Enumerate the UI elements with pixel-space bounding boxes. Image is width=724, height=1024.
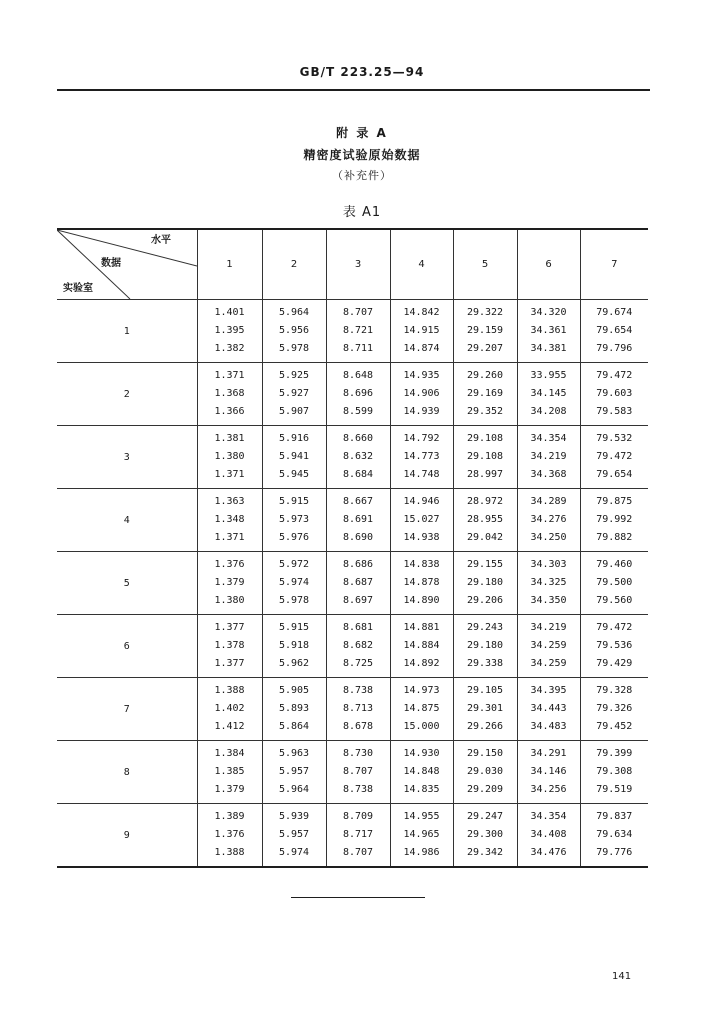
measurement-value: 5.976 (278, 532, 310, 543)
measurement-value: 8.660 (342, 433, 374, 444)
measurement-value: 29.243 (466, 622, 504, 633)
measurement-value: 1.379 (214, 784, 245, 795)
measurement-value: 79.460 (596, 559, 633, 570)
measurement-value: 5.918 (278, 640, 310, 651)
measurement-value: 15.000 (403, 721, 440, 732)
level-cell (262, 552, 326, 615)
measurement-value: 34.208 (530, 406, 567, 417)
measurement-value: 5.907 (278, 406, 310, 417)
measurement-value: 14.906 (403, 388, 440, 399)
level-cell (326, 363, 390, 426)
level-cell (262, 489, 326, 552)
measurement-value: 8.684 (342, 469, 374, 480)
measurement-value: 79.583 (596, 406, 633, 417)
measurement-value: 8.730 (342, 748, 374, 759)
measurement-value: 1.380 (214, 595, 245, 606)
measurement-value: 1.384 (214, 748, 245, 759)
measurement-value: 79.308 (596, 766, 633, 777)
column-header-level: 5 (453, 229, 517, 300)
appendix-note: （补充件） (332, 169, 392, 182)
end-of-appendix-rule (291, 897, 425, 898)
measurement-value: 1.377 (214, 658, 245, 669)
measurement-value: 8.686 (342, 559, 374, 570)
measurement-value: 79.837 (596, 811, 633, 822)
measurement-value: 8.738 (342, 685, 374, 696)
level-cell (517, 300, 580, 363)
level-cell (517, 615, 580, 678)
measurement-value: 34.146 (530, 766, 567, 777)
measurement-value: 1.371 (214, 469, 245, 480)
column-header-level: 6 (517, 229, 580, 300)
measurement-value: 14.938 (403, 532, 440, 543)
level-cell (262, 741, 326, 804)
measurement-value: 5.978 (278, 343, 310, 354)
measurement-value: 5.905 (278, 685, 310, 696)
measurement-value: 1.348 (214, 514, 245, 525)
column-header-level: 4 (390, 229, 453, 300)
measurement-value: 14.939 (403, 406, 440, 417)
lab-group-row (57, 678, 648, 741)
corner-data-label: 数据 (101, 258, 121, 269)
column-header-level: 1 (197, 229, 262, 300)
measurement-value: 14.875 (403, 703, 440, 714)
measurement-value: 34.483 (530, 721, 567, 732)
level-cell (197, 741, 262, 804)
level-cell (197, 426, 262, 489)
measurement-value: 1.376 (214, 829, 245, 840)
measurement-value: 5.974 (278, 577, 310, 588)
measurement-value: 79.603 (596, 388, 633, 399)
measurement-value: 79.472 (596, 370, 633, 381)
measurement-value: 79.674 (596, 307, 633, 318)
measurement-value: 34.476 (530, 847, 567, 858)
measurement-value: 8.707 (342, 847, 374, 858)
measurement-value: 79.326 (596, 703, 633, 714)
lab-number: 7 (57, 678, 197, 741)
level-cell (390, 615, 453, 678)
measurement-value: 8.707 (342, 766, 374, 777)
measurement-value: 5.962 (278, 658, 310, 669)
measurement-value: 79.452 (596, 721, 633, 732)
measurement-value: 34.408 (530, 829, 567, 840)
level-cell (390, 552, 453, 615)
level-cell (453, 426, 517, 489)
level-cell (326, 426, 390, 489)
measurement-value: 79.519 (596, 784, 633, 795)
measurement-value: 8.713 (342, 703, 374, 714)
measurement-value: 34.350 (530, 595, 567, 606)
level-cell (197, 615, 262, 678)
level-cell (197, 300, 262, 363)
measurement-value: 14.884 (403, 640, 440, 651)
measurement-value: 5.973 (278, 514, 310, 525)
measurement-value: 1.368 (214, 388, 245, 399)
measurement-value: 79.472 (596, 451, 633, 462)
measurement-value: 34.320 (530, 307, 567, 318)
level-cell (326, 741, 390, 804)
lab-group-row (57, 363, 648, 426)
level-cell (453, 552, 517, 615)
measurement-value: 29.155 (466, 559, 504, 570)
measurement-value: 1.388 (214, 847, 245, 858)
lab-number: 6 (57, 615, 197, 678)
column-header-level: 3 (326, 229, 390, 300)
level-cell (262, 804, 326, 868)
level-cell (326, 300, 390, 363)
level-cell (517, 741, 580, 804)
level-cell (262, 300, 326, 363)
measurement-value: 1.385 (214, 766, 245, 777)
measurement-value: 29.159 (466, 325, 504, 336)
measurement-value: 29.180 (466, 577, 504, 588)
measurement-value: 5.956 (278, 325, 310, 336)
measurement-value: 29.180 (466, 640, 504, 651)
measurement-value: 8.681 (342, 622, 374, 633)
lab-group-row (57, 300, 648, 363)
measurement-value: 15.027 (403, 514, 440, 525)
measurement-value: 79.992 (596, 514, 633, 525)
measurement-value: 14.935 (403, 370, 440, 381)
header-rule (57, 89, 650, 91)
level-cell (262, 615, 326, 678)
level-cell (580, 741, 648, 804)
column-header-level: 7 (580, 229, 648, 300)
level-cell (580, 363, 648, 426)
measurement-value: 79.875 (596, 496, 633, 507)
measurement-value: 29.247 (466, 811, 504, 822)
measurement-value: 14.890 (403, 595, 440, 606)
level-cell (580, 300, 648, 363)
measurement-value: 5.974 (278, 847, 310, 858)
measurement-value: 1.377 (214, 622, 245, 633)
measurement-value: 1.380 (214, 451, 245, 462)
measurement-value: 34.250 (530, 532, 567, 543)
measurement-value: 79.328 (596, 685, 633, 696)
measurement-value: 8.599 (342, 406, 374, 417)
measurement-value: 14.892 (403, 658, 440, 669)
measurement-value: 79.776 (596, 847, 633, 858)
measurement-value: 5.978 (278, 595, 310, 606)
measurement-value: 34.291 (530, 748, 567, 759)
measurement-value: 5.972 (278, 559, 310, 570)
measurement-value: 14.842 (403, 307, 440, 318)
measurement-value: 8.711 (342, 343, 374, 354)
measurement-value: 34.325 (530, 577, 567, 588)
measurement-value: 1.371 (214, 532, 245, 543)
lab-number: 8 (57, 741, 197, 804)
lab-group-row (57, 741, 648, 804)
measurement-value: 29.042 (466, 532, 504, 543)
measurement-value: 5.893 (278, 703, 310, 714)
measurement-value: 14.930 (403, 748, 440, 759)
lab-group-row (57, 804, 648, 868)
lab-number: 1 (57, 300, 197, 363)
level-cell (453, 300, 517, 363)
measurement-value: 34.219 (530, 451, 567, 462)
level-cell (517, 426, 580, 489)
measurement-value: 1.379 (214, 577, 245, 588)
lab-group-row (57, 489, 648, 552)
measurement-value: 34.354 (530, 433, 567, 444)
measurement-value: 34.354 (530, 811, 567, 822)
measurement-value: 79.532 (596, 433, 633, 444)
measurement-value: 34.276 (530, 514, 567, 525)
measurement-value: 28.972 (466, 496, 504, 507)
precision-data-table (57, 228, 648, 868)
measurement-value: 14.792 (403, 433, 440, 444)
measurement-value: 8.690 (342, 532, 374, 543)
measurement-value: 33.955 (530, 370, 567, 381)
lab-number: 4 (57, 489, 197, 552)
measurement-value: 29.342 (466, 847, 504, 858)
measurement-value: 14.878 (403, 577, 440, 588)
measurement-value: 5.964 (278, 307, 310, 318)
level-cell (326, 489, 390, 552)
level-cell (517, 363, 580, 426)
measurement-value: 8.682 (342, 640, 374, 651)
measurement-value: 8.707 (342, 307, 374, 318)
measurement-value: 29.108 (466, 451, 504, 462)
measurement-value: 34.289 (530, 496, 567, 507)
measurement-value: 34.368 (530, 469, 567, 480)
measurement-value: 5.915 (278, 496, 310, 507)
measurement-value: 79.399 (596, 748, 633, 759)
measurement-value: 1.381 (214, 433, 245, 444)
level-cell (453, 741, 517, 804)
level-cell (197, 678, 262, 741)
measurement-value: 1.402 (214, 703, 245, 714)
measurement-value: 8.687 (342, 577, 374, 588)
measurement-value: 34.303 (530, 559, 567, 570)
measurement-value: 14.955 (403, 811, 440, 822)
measurement-value: 8.691 (342, 514, 374, 525)
measurement-value: 5.945 (278, 469, 310, 480)
level-cell (390, 300, 453, 363)
measurement-value: 79.560 (596, 595, 633, 606)
level-cell (262, 363, 326, 426)
measurement-value: 34.395 (530, 685, 567, 696)
measurement-value: 1.378 (214, 640, 245, 651)
measurement-value: 14.848 (403, 766, 440, 777)
measurement-value: 14.881 (403, 622, 440, 633)
lab-group-row (57, 552, 648, 615)
measurement-value: 8.721 (342, 325, 374, 336)
measurement-value: 14.874 (403, 343, 440, 354)
measurement-value: 79.654 (596, 469, 633, 480)
column-header-level: 2 (262, 229, 326, 300)
measurement-value: 5.916 (278, 433, 310, 444)
measurement-value: 34.361 (530, 325, 567, 336)
measurement-value: 8.632 (342, 451, 374, 462)
measurement-value: 1.382 (214, 343, 245, 354)
measurement-value: 5.925 (278, 370, 310, 381)
level-cell (580, 426, 648, 489)
corner-level-label: 水平 (151, 235, 171, 246)
measurement-value: 34.145 (530, 388, 567, 399)
corner-header-cell (57, 229, 197, 300)
measurement-value: 79.500 (596, 577, 633, 588)
measurement-value: 28.997 (466, 469, 504, 480)
measurement-value: 1.389 (214, 811, 245, 822)
measurement-value: 79.429 (596, 658, 633, 669)
level-cell (390, 363, 453, 426)
table-header-row (57, 229, 648, 300)
lab-number: 5 (57, 552, 197, 615)
measurement-value: 14.835 (403, 784, 440, 795)
measurement-value: 29.030 (466, 766, 504, 777)
measurement-value: 8.678 (342, 721, 374, 732)
measurement-value: 5.939 (278, 811, 310, 822)
measurement-value: 79.634 (596, 829, 633, 840)
level-cell (453, 804, 517, 868)
lab-group-row (57, 426, 648, 489)
measurement-value: 5.864 (278, 721, 310, 732)
measurement-value: 8.738 (342, 784, 374, 795)
level-cell (517, 552, 580, 615)
measurement-value: 8.667 (342, 496, 374, 507)
appendix-label: 附 录 A (336, 126, 388, 140)
measurement-value: 1.395 (214, 325, 245, 336)
measurement-value: 29.260 (466, 370, 504, 381)
measurement-value: 29.209 (466, 784, 504, 795)
measurement-value: 5.915 (278, 622, 310, 633)
measurement-value: 14.748 (403, 469, 440, 480)
level-cell (580, 804, 648, 868)
level-cell (390, 804, 453, 868)
level-cell (262, 678, 326, 741)
lab-group-row (57, 615, 648, 678)
level-cell (390, 741, 453, 804)
level-cell (517, 804, 580, 868)
measurement-value: 5.964 (278, 784, 310, 795)
measurement-value: 8.697 (342, 595, 374, 606)
measurement-value: 34.219 (530, 622, 567, 633)
measurement-value: 29.266 (466, 721, 504, 732)
measurement-value: 1.388 (214, 685, 245, 696)
measurement-value: 5.927 (278, 388, 310, 399)
measurement-value: 29.322 (466, 307, 504, 318)
measurement-value: 34.381 (530, 343, 567, 354)
measurement-value: 29.300 (466, 829, 504, 840)
measurement-value: 29.338 (466, 658, 504, 669)
level-cell (453, 615, 517, 678)
measurement-value: 29.352 (466, 406, 504, 417)
measurement-value: 34.256 (530, 784, 567, 795)
level-cell (390, 678, 453, 741)
measurement-value: 14.946 (403, 496, 440, 507)
measurement-value: 14.773 (403, 451, 440, 462)
measurement-value: 29.301 (466, 703, 504, 714)
measurement-value: 79.796 (596, 343, 633, 354)
level-cell (197, 552, 262, 615)
measurement-value: 1.412 (214, 721, 245, 732)
measurement-value: 5.957 (278, 829, 310, 840)
level-cell (453, 363, 517, 426)
level-cell (262, 426, 326, 489)
lab-number: 2 (57, 363, 197, 426)
level-cell (517, 489, 580, 552)
measurement-value: 14.838 (403, 559, 440, 570)
corner-lab-label: 实验室 (63, 283, 93, 294)
measurement-value: 14.965 (403, 829, 440, 840)
measurement-value: 79.882 (596, 532, 633, 543)
level-cell (197, 489, 262, 552)
measurement-value: 79.472 (596, 622, 633, 633)
measurement-value: 29.207 (466, 343, 504, 354)
level-cell (453, 678, 517, 741)
measurement-value: 1.371 (214, 370, 245, 381)
measurement-value: 14.973 (403, 685, 440, 696)
level-cell (580, 552, 648, 615)
page-number: 141 (612, 971, 632, 982)
measurement-value: 28.955 (466, 514, 504, 525)
measurement-value: 29.206 (466, 595, 504, 606)
measurement-value: 1.376 (214, 559, 245, 570)
measurement-value: 1.366 (214, 406, 245, 417)
standard-code-header: GB/T 223.25—94 (299, 65, 425, 79)
table-caption: 表 A1 (342, 205, 382, 220)
level-cell (580, 678, 648, 741)
level-cell (326, 552, 390, 615)
measurement-value: 79.654 (596, 325, 633, 336)
measurement-value: 5.957 (278, 766, 310, 777)
lab-number: 3 (57, 426, 197, 489)
measurement-value: 29.105 (466, 685, 504, 696)
level-cell (390, 426, 453, 489)
measurement-value: 8.709 (342, 811, 374, 822)
measurement-value: 34.259 (530, 658, 567, 669)
level-cell (326, 615, 390, 678)
measurement-value: 29.108 (466, 433, 504, 444)
measurement-value: 14.986 (403, 847, 440, 858)
measurement-value: 34.259 (530, 640, 567, 651)
level-cell (326, 678, 390, 741)
measurement-value: 8.717 (342, 829, 374, 840)
appendix-title: 精密度试验原始数据 (303, 148, 421, 162)
measurement-value: 8.696 (342, 388, 374, 399)
measurement-value: 8.725 (342, 658, 374, 669)
measurement-value: 29.150 (466, 748, 504, 759)
measurement-value: 1.363 (214, 496, 245, 507)
level-cell (326, 804, 390, 868)
lab-number: 9 (57, 804, 197, 868)
measurement-value: 5.941 (278, 451, 310, 462)
measurement-value: 1.401 (214, 307, 245, 318)
level-cell (390, 489, 453, 552)
measurement-value: 8.648 (342, 370, 374, 381)
measurement-value: 79.536 (596, 640, 633, 651)
measurement-value: 5.963 (278, 748, 310, 759)
measurement-value: 14.915 (403, 325, 440, 336)
level-cell (197, 363, 262, 426)
level-cell (197, 804, 262, 868)
level-cell (580, 615, 648, 678)
measurement-value: 29.169 (466, 388, 504, 399)
measurement-value: 34.443 (530, 703, 567, 714)
level-cell (453, 489, 517, 552)
level-cell (580, 489, 648, 552)
level-cell (517, 678, 580, 741)
